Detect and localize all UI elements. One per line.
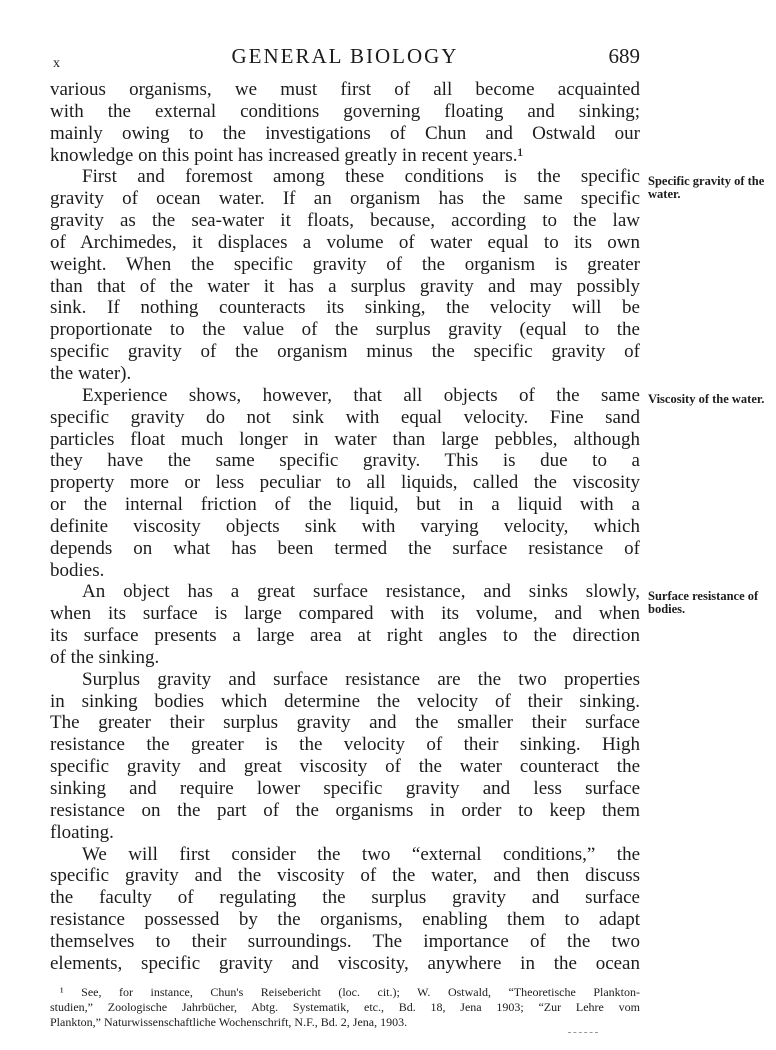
text-line: depends on what has been termed the surface resistance of — [50, 537, 640, 559]
page-number: 689 — [608, 44, 640, 68]
text-line: mainly owing to the investigations of Chun and Ostwald our — [50, 122, 640, 144]
text-line: Surplus gravity and surface resistance are the two properties — [82, 668, 640, 690]
text-line: An object has a great surface resistance, and sinks slowly, — [82, 581, 640, 603]
text-line: Experience shows, however, that all objects of the same — [82, 384, 640, 406]
text-line: its surface presents a large area at right angles to the direction — [50, 625, 640, 647]
text-line: floating. — [50, 821, 114, 843]
text-line: resistance on the part of the organisms in order to keep them — [50, 799, 640, 821]
text-line: proportionate to the value of the surplus gravity (equal to the — [50, 319, 640, 341]
footnotes — [50, 985, 640, 1030]
text-line: definite viscosity objects sink with varying velocity, which — [50, 515, 640, 537]
text-line: First and foremost among these conditions is the specific — [82, 166, 640, 188]
margin-note-viscosity: Viscosity of the water. — [648, 392, 765, 406]
text-line: bodies. — [50, 559, 105, 581]
running-title: GENERAL BIOLOGY — [231, 44, 459, 68]
text-line: resistance possessed by the organisms, enabling them to adapt — [50, 909, 640, 931]
text-line: themselves to their surroundings. The importance of the two — [50, 930, 640, 952]
text-line: specific gravity do not sink with equal velocity. Fine sand — [50, 406, 640, 428]
text-line: sink. If nothing counteracts its sinking, the velocity will be — [50, 297, 640, 319]
signature-mark: x — [53, 56, 60, 71]
page-header — [50, 44, 640, 74]
text-line: specific gravity of the organism minus the specific gravity of — [50, 341, 640, 363]
text-line: the faculty of regulating the surplus gravity and surface — [50, 887, 640, 909]
text-line: gravity as the sea-water it floats, because, according to the law — [50, 210, 640, 232]
text-line: knowledge on this point has increased greatly in recent years.¹ — [50, 144, 524, 166]
text-line: the water). — [50, 362, 132, 384]
text-line: weight. When the specific gravity of the organism is greater — [50, 253, 640, 275]
text-line: specific gravity and the viscosity of the water, and then discuss — [50, 865, 640, 887]
text-line: gravity of ocean water. If an organism has the same specific — [50, 188, 640, 210]
text-line: resistance the greater is the velocity of their sinking. High — [50, 734, 640, 756]
text-line: in sinking bodies which determine the velocity of their sinking. — [50, 690, 640, 712]
footnote-line: Plankton,” Naturwissenschaftliche Wochenschrift, N.F., Bd. 2, Jena, 1903. — [50, 1015, 408, 1029]
decorative-rule — [568, 1032, 598, 1033]
text-line: property more or less peculiar to all liquids, called the viscosity — [50, 472, 640, 494]
text-line: or the internal friction of the liquid, but in a liquid with a — [50, 494, 640, 516]
text-line: specific gravity and great viscosity of the water counteract the — [50, 756, 640, 778]
text-line: elements, specific gravity and viscosity, anywhere in the ocean — [50, 952, 640, 974]
margin-note-surface-resistance: Surface resistance of bodies. — [648, 589, 759, 616]
text-line: sinking and require lower specific gravity and less surface — [50, 778, 640, 799]
text-line: than that of the water it has a surplus gravity and may possibly — [50, 275, 640, 297]
body-text — [50, 79, 640, 975]
text-line: We will first consider the two “external conditions,” the — [82, 843, 640, 865]
text-line: particles float much longer in water than large pebbles, although — [50, 428, 640, 450]
margin-note-specific-gravity: Specific gravity of the water. — [648, 174, 765, 201]
text-line: of the sinking. — [50, 646, 160, 668]
footnote-line: ¹ See, for instance, Chun's Reisebericht (loc. cit.); W. Ostwald, “Theoretische Plankton- — [60, 985, 640, 999]
footnote-line: studien,” Zoologische Jahrbücher, Abtg. Systematik, etc., Bd. 18, Jena 1903; “Zur Lehre vom — [50, 1000, 640, 1014]
text-line: various organisms, we must first of all become acquainted — [50, 79, 640, 100]
text-line: of Archimedes, it displaces a volume of water equal to its own — [50, 231, 640, 253]
text-line: they have the same specific gravity. This is due to a — [50, 450, 640, 472]
text-line: when its surface is large compared with its volume, and when — [50, 603, 640, 625]
text-line: The greater their surplus gravity and the smaller their surface — [50, 712, 640, 734]
text-line: with the external conditions governing floating and sinking; — [50, 100, 640, 122]
